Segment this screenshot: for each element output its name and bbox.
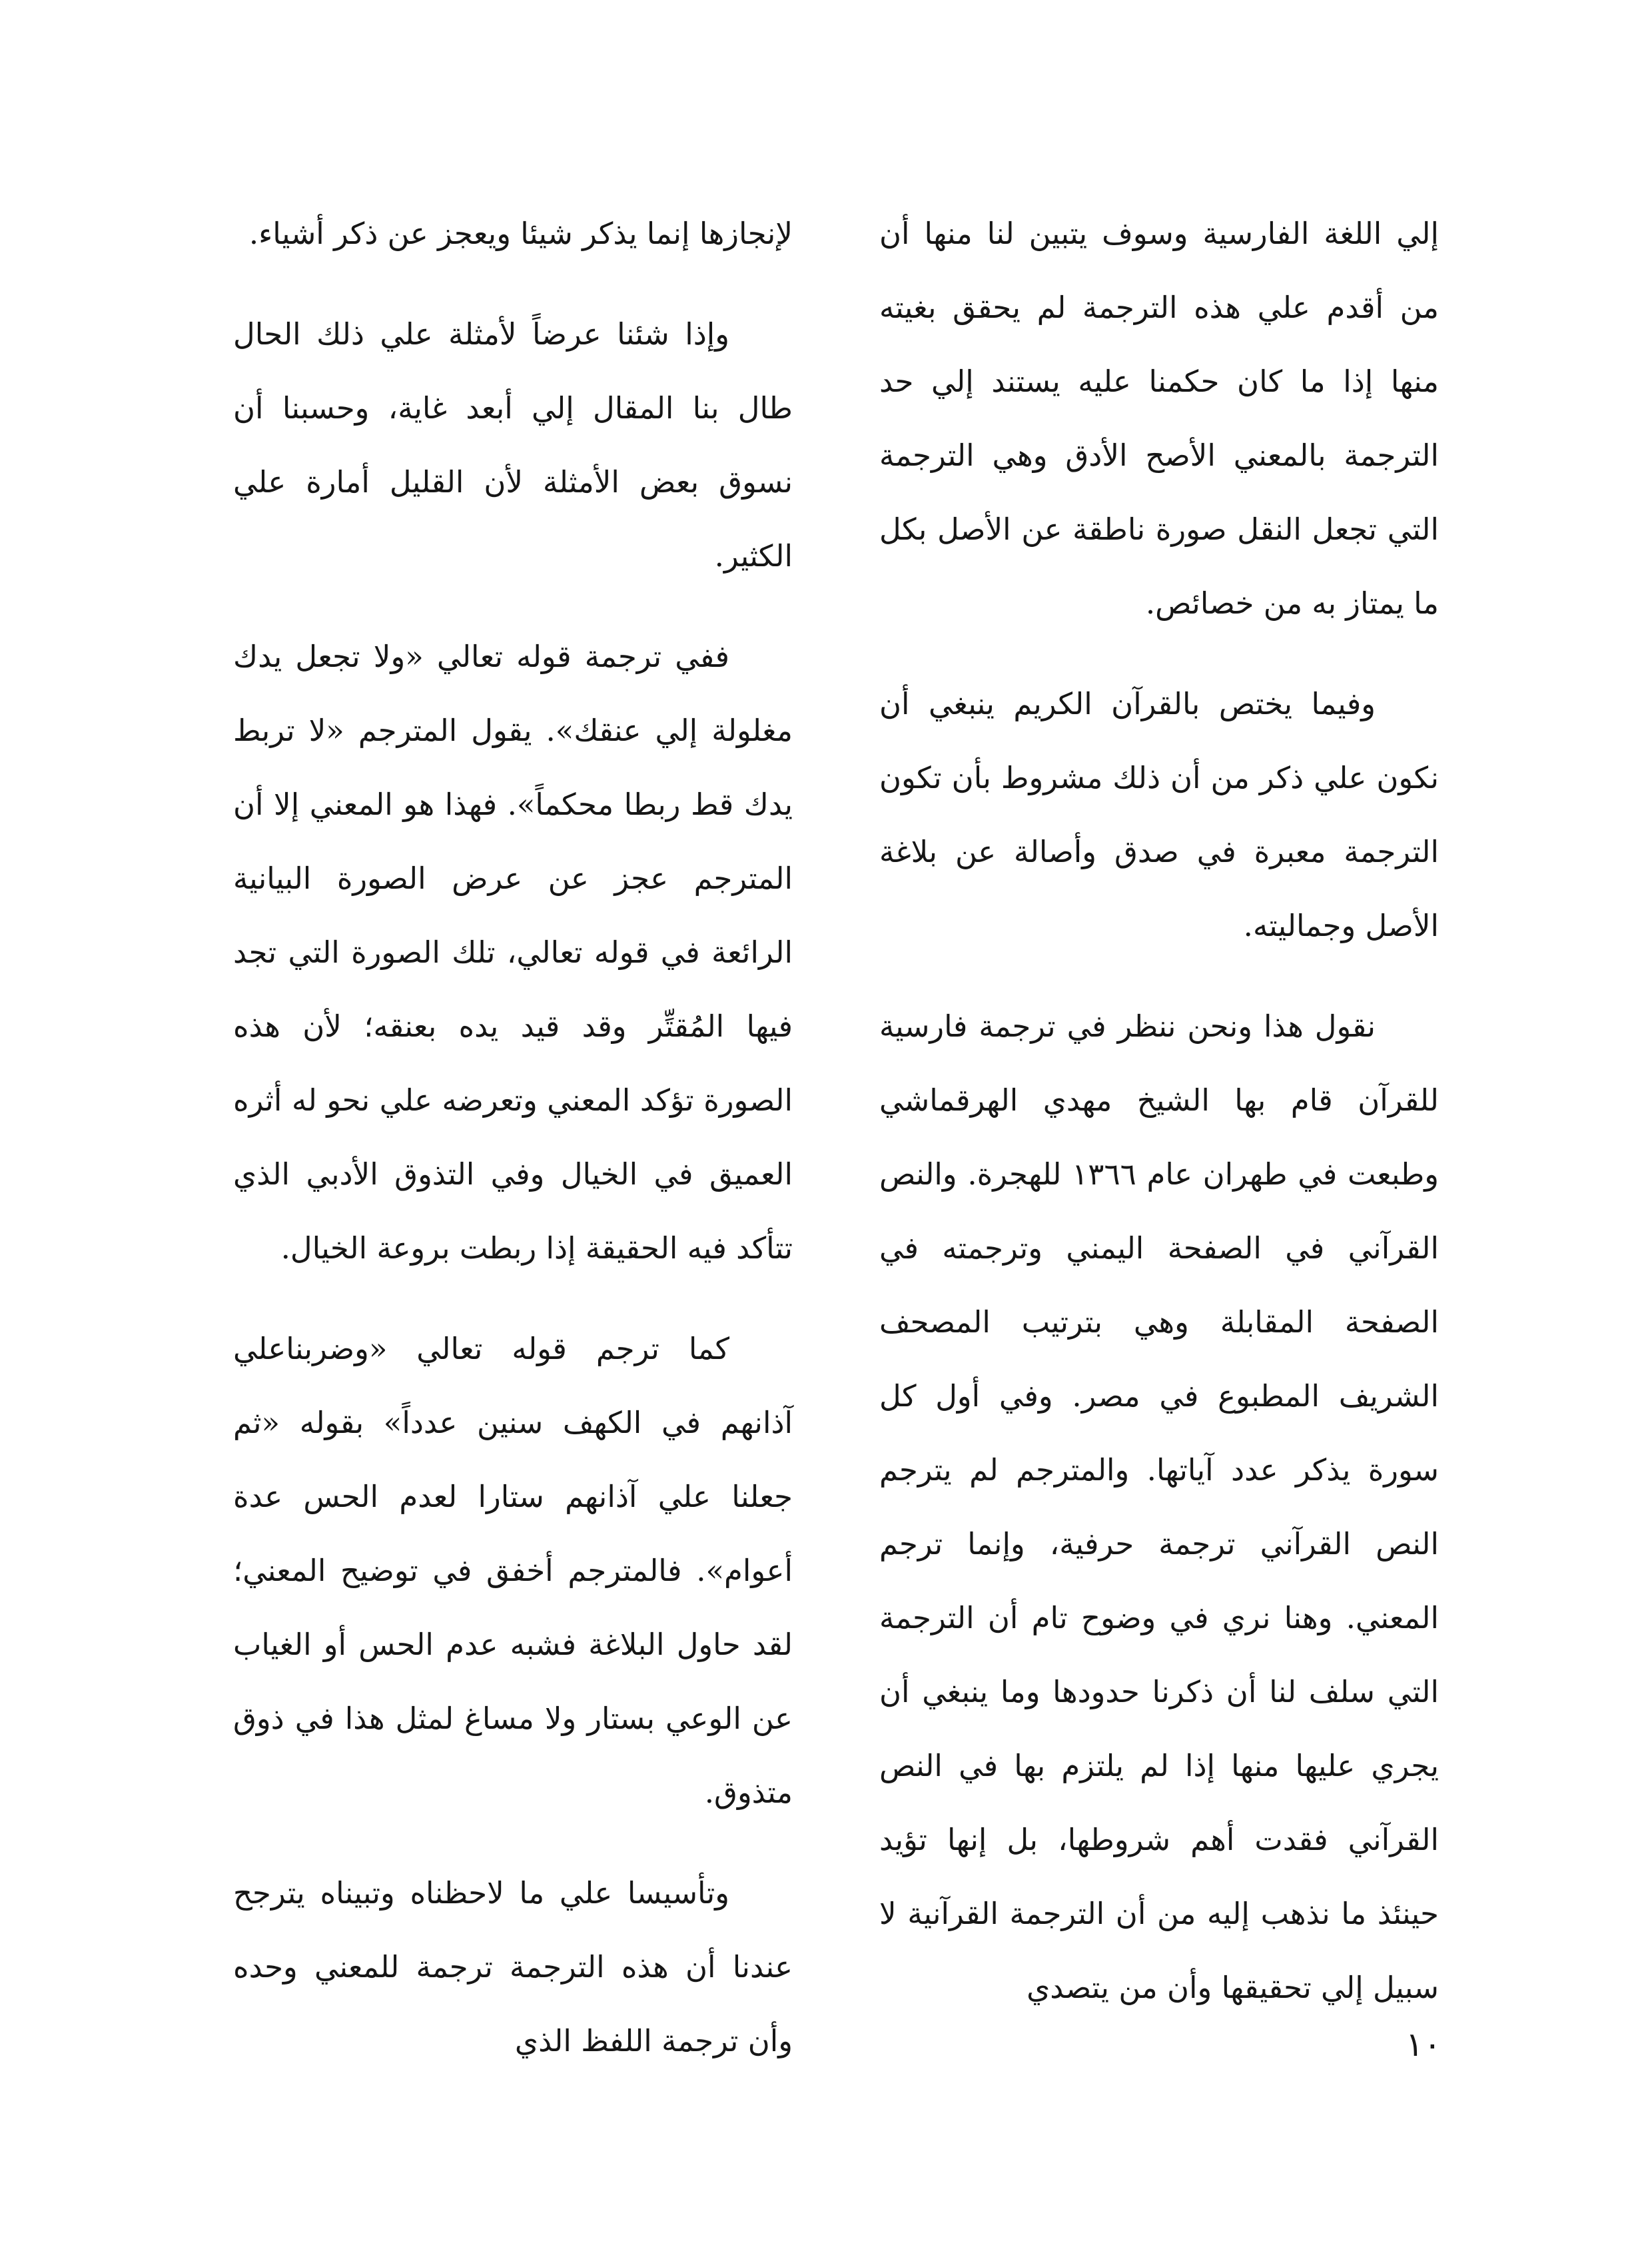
paragraph-left-4: كما ترجم قوله تعالي «وضربناعلي آذانهم في الكهف سنين عدداً» بقوله «ثم جعلنا علي آذانهم ستارا لعدم الحس عدة أعوام». فالمترجم أخفق في توضيح المعني؛ لقد حاول البلاغة فشبه عدم الحس أو الغياب عن الوعي بستار ولا مساغ لمثل هذا في ذوق متذوق.	[233, 1331, 793, 1810]
paragraph-right-1: إلي اللغة الفارسية وسوف يتبين لنا منها أن من أقدم علي هذه الترجمة لم يحقق بغيته منها إذا ما كان حكمنا عليه يستند إلي حد الترجمة بالمعني الأصح الأدق وهي الترجمة التي تجعل النقل صورة ناطقة عن الأصل بكل ما يمتاز به من خصائص.	[879, 216, 1439, 621]
paragraph-left-5: وتأسيسا علي ما لاحظناه وتبيناه يترجح عندنا أن هذه الترجمة ترجمة للمعني وحده وأن ترجمة اللفظ الذي	[233, 1875, 793, 2058]
right-text-column	[879, 197, 1439, 2051]
paragraph-left-2: وإذا شئنا عرضاً لأمثلة علي ذلك الحال طال بنا المقال إلي أبعد غاية، وحسبنا أن نسوق بعض الأمثلة لأن القليل أمارة علي الكثير.	[233, 316, 793, 574]
paragraph-right-2: وفيما يختص بالقرآن الكريم ينبغي أن نكون علي ذكر من أن ذلك مشروط بأن تكون الترجمة معبرة في صدق وأصالة عن بلاغة الأصل وجماليته.	[879, 686, 1439, 943]
page-number: ١٠	[1406, 2025, 1442, 2064]
paragraph-left-3: ففي ترجمة قوله تعالي «ولا تجعل يدك مغلولة إلي عنقك». يقول المترجم «لا تربط يدك قط ربطا محكماً». فهذا هو المعني إلا أن المترجم عجز عن عرض الصورة البيانية الرائعة في قوله تعالي، تلك الصورة التي تجد فيها المُقتِّر وقد قيد يده بعنقه؛ لأن هذه الصورة تؤكد المعني وتعرضه علي نحو له أثره العميق في الخيال وفي التذوق الأدبي الذي تتأكد فيه الحقيقة إذا ربطت بروعة الخيال.	[233, 639, 793, 1266]
paragraph-right-3: نقول هذا ونحن ننظر في ترجمة فارسية للقرآن قام بها الشيخ مهدي الهرقماشي وطبعت في طهران عام ١٣٦٦ للهجرة. والنص القرآني في الصفحة اليمني وترجمته في الصفحة المقابلة وهي بترتيب المصحف الشريف المطبوع في مصر. وفي أول كل سورة يذكر عدد آياتها. والمترجم لم يترجم النص القرآني ترجمة حرفية، وإنما ترجم المعني. وهنا نري في وضوح تام أن الترجمة التي سلف لنا أن ذكرنا حدودها وما ينبغي أن يجري عليها منها إذا لم يلتزم بها في النص القرآني فقدت أهم شروطها، بل إنها تؤيد حينئذ ما نذهب إليه من أن الترجمة القرآنية لا سبيل إلي تحقيقها وأن من يتصدي	[879, 1009, 1439, 2005]
paragraph-left-1: لإنجازها إنما يذكر شيئا ويعجز عن ذكر أشياء.	[248, 216, 793, 251]
left-text-column	[233, 197, 793, 2104]
